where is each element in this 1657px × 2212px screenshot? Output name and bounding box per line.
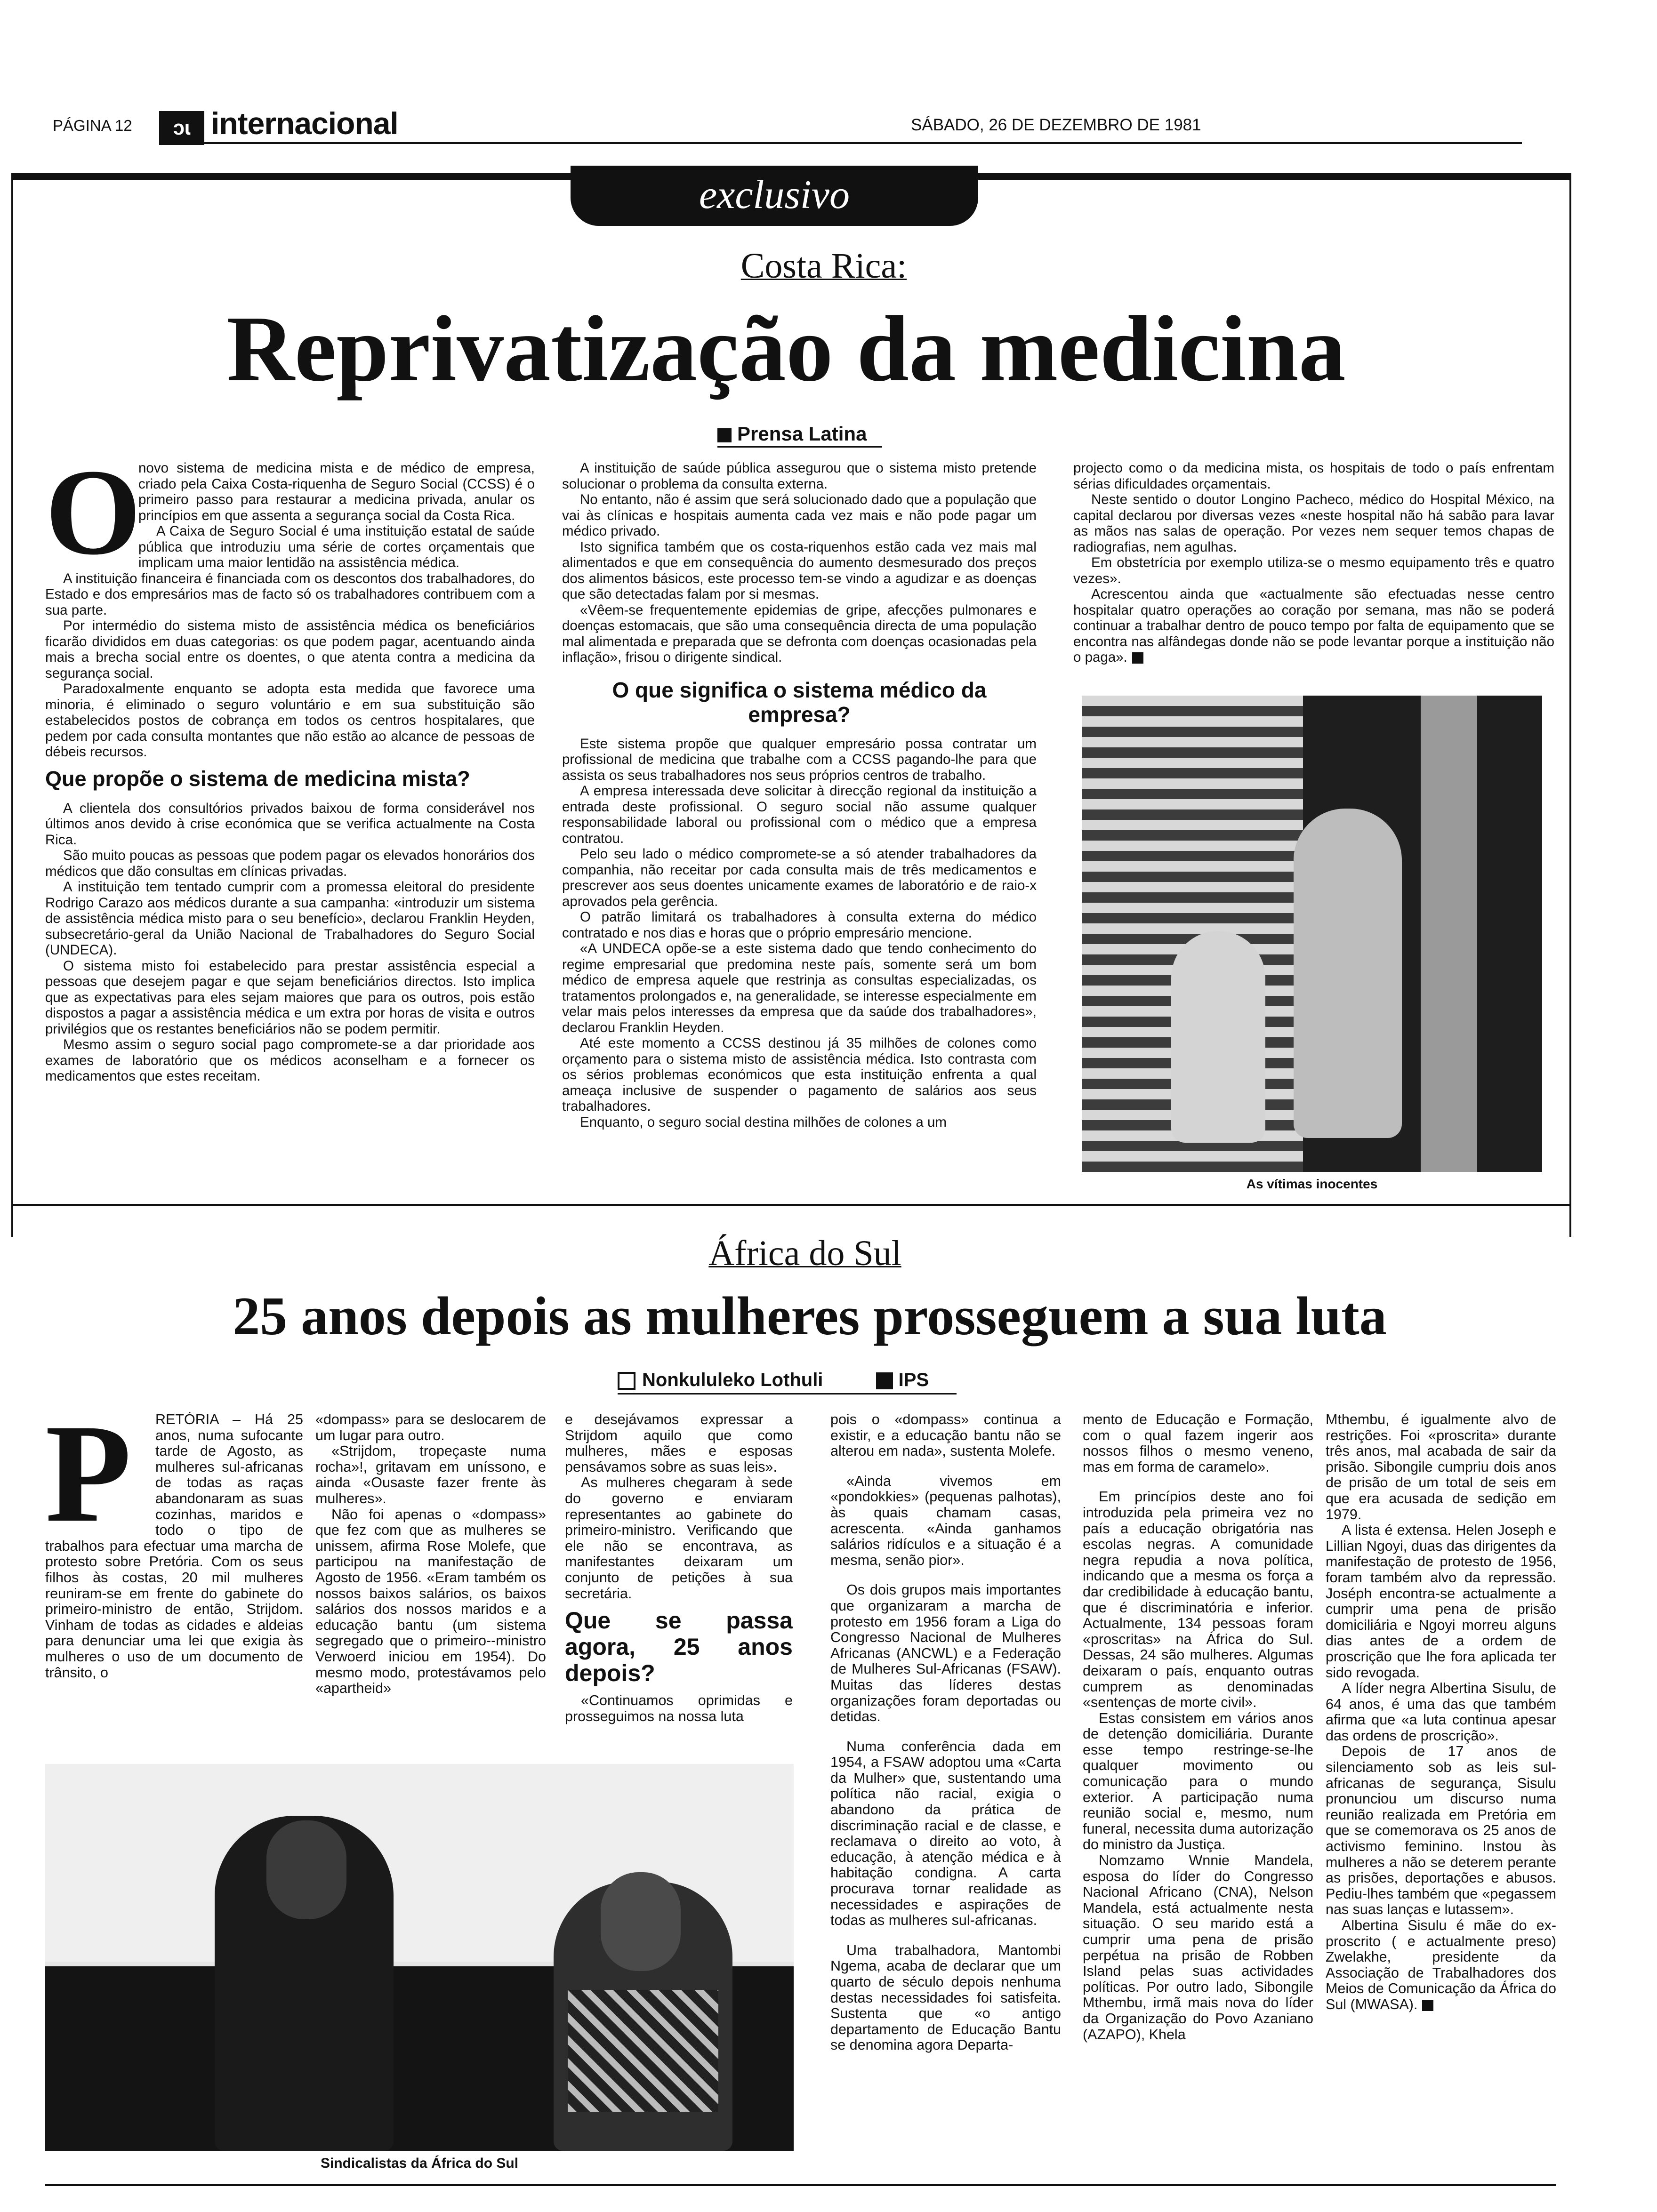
story1-c2b-p4: O patrão limitará os trabalhadores à consulta externa do médico contratado e nos dias e horas que o próprio empresário mencione. xyxy=(562,909,1037,941)
story1-c2b-p2: A empresa interessada deve solicitar à direcção regional da instituição a entrada deste profissional. O seguro social não assume qualquer responsabilidade laboral ou profissional com o médico que a empresa contratou. xyxy=(562,783,1037,846)
story2-c2-p2: «Strijdom, tropeçaste numa rocha»!, gritavam em uníssono, e ainda «Ousaste fazer frente às mulheres». xyxy=(315,1443,546,1507)
story1-c1-p4: Paradoxalmente enquanto se adopta esta medida que favorece uma minoria, é eliminado o seguro voluntário e em sua substituição são estabelecidos postos de cobrança em todos os centros hospitalares, que pedem por cada consulta montantes que não estão ao alcance de pessoas de débeis recursos. xyxy=(45,681,535,760)
story2-column-4 xyxy=(830,1412,1061,2170)
story1-c1b-p2: São muito poucas as pessoas que podem pagar os elevados honorários dos médicos que dão consultas em clínicas privadas. xyxy=(45,848,535,879)
story1-lead: novo sistema de medicina mista e de médico de empresa, criado pela Caixa Costa-riquenha de Seguro Social (CCSS) é o primeiro passo para restaurar a medicina privada, anular os princípios em que assenta a segurança social da Costa Rica. xyxy=(138,460,535,523)
story1-c1-p3: Por intermédio do sistema misto de assistência médica os beneficiários ficarão divididos em duas categorias: os que podem pagar, acentuando ainda mais a brecha social entre os doentes, o que atenta contra a medicina da segurança social. xyxy=(45,618,535,681)
photo-man-face xyxy=(266,1820,346,1919)
story1-c2b-p5: «A UNDECA opõe-se a este sistema dado que tendo conhecimento do regime empresarial que predomina neste país, somente será um bom médico de empresa aquele que restrinja as consultas especializadas, os tratamentos prolongados e, na generalidade, se interesse especialmente em velar mais pelos interesses da empresa que da saúde dos trabalhadores», declarou Franklin Heyden. xyxy=(562,941,1037,1035)
story1-byline xyxy=(717,423,867,445)
story2-c5-p1: mento de Educação e Formação, com o qual fazem ingerir aos nossos filhos o mesmo veneno, mas em forma de caramelo». xyxy=(1083,1412,1313,1475)
story1-c2b-p1: Este sistema propõe que qualquer empresário possa contratar um profissional de medicina que trabalhe com a CCSS pagando-lhe para que assista os seus trabalhadores nos seus próprios centros de trabalho. xyxy=(562,736,1037,783)
story2-c6-p5 xyxy=(1326,1918,1556,2013)
story2-headline: 25 anos depois as mulheres prosseguem a sua luta xyxy=(233,1286,1387,1346)
story2-c4-p2: «Ainda vivemos em «pondokkies» (pequenas palhotas), às quais chamam casas, acrescenta. «Ainda ganhamos salários ridículos e a situação é a mesma, senão pior». xyxy=(830,1473,1061,1568)
story2-c4-p4: Numa conferência dada em 1954, a FSAW adoptou uma «Carta da Mulher» que, sustentando uma política não racial, exigia o abandono da prática de discriminação racial e de classe, e reclamava o direito ao voto, à educação, à atenção médica e à habitação condigna. A carta procurava tornar realidade as necessidades e aspirações de todas as mulheres sul-africanas. xyxy=(830,1738,1061,1929)
story2-photo-caption: Sindicalistas da África do Sul xyxy=(320,2156,519,2171)
section-logo-mark: ɔɩ xyxy=(173,116,191,139)
story2-c4-p3: Os dois grupos mais importantes que organizaram a marcha de protesto em 1956 foram a Liga do Congresso Nacional de Mulheres Africanas (ANCWL) e a Federação de Mulheres Sul-Africanas (FSAW). Muitas das líderes destas organizações foram deportadas ou detidas. xyxy=(830,1582,1061,1725)
story2-c2-p1: «dompass» para se deslocarem de um lugar para outro. xyxy=(315,1412,546,1443)
byline-underline xyxy=(717,446,882,448)
photo-children-doorway xyxy=(1082,696,1542,1172)
story1-right-border xyxy=(1569,173,1571,1237)
author-square-icon xyxy=(618,1372,635,1390)
story1-top-border-right xyxy=(978,173,1571,180)
story1-c1-p2: A instituição financeira é financiada com os descontos dos trabalhadores, do Estado e dos empresários mas de facto só os trabalhadores contribuem com a sua parte. xyxy=(45,570,535,618)
story2-subhead: Que se passa agora, 25 anos depois? xyxy=(565,1607,793,1687)
story2-c3-p1: e desejávamos expressar a Strijdom aquilo que como mulheres, mães e esposas pensávamos sobre as suas leis». xyxy=(565,1412,793,1475)
story2-c5-p2: Em princípios deste ano foi introduzida pela primeira vez no país a educação obrigatória nas escolas negras. A comunidade negra repudia a nova política, indicando que a mesma os força a dar credibilidade à educação bantu, que é discriminatória e inferior. Actualmente, 134 pessoas foram «proscritas» na África do Sul. Dessas, 24 são mulheres. Algumas deixaram o país, enquanto outras cumprem as denominadas «sentenças de morte civil». xyxy=(1083,1489,1313,1711)
story2-c4-p5: Uma trabalhadora, Mantombi Ngema, acaba de declarar que um quarto de século depois nenhuma destas necessidades foi satisfeita. Sustenta que «o antigo departamento de Educação Bantu se denomina agora Departa- xyxy=(830,1942,1061,2053)
story2-lead: RETÓRIA – Há 25 anos, numa sufocante tarde de Agosto, as mulheres sul-africanas de todas as raças abandonaram as suas cozinhas, maridos e todo o tipo de trabalhos para efectuar uma marcha de protesto sobre Pretória. Com os seus filhos às costas, 20 mil mulheres reuniram-se em frente do gabinete do primeiro-ministro de então, Strijdom. Vinham de todas as cidades e aldeias para denunciar uma lei que exigia às mulheres o uso de um documento de trânsito, o xyxy=(45,1412,303,1681)
story1-column-1 xyxy=(45,460,535,1199)
photo-child-small xyxy=(1171,931,1265,1143)
page-bottom-rule xyxy=(45,2184,1556,2186)
story1-headline: Reprivatização da medicina xyxy=(226,297,1346,401)
header-rule xyxy=(159,142,1522,144)
story1-c3-p3: Em obstetrícia por exemplo utiliza-se o mesmo equipamento três e quatro vezes». xyxy=(1073,555,1554,586)
story1-top-border xyxy=(11,173,571,180)
story2-c3-p2: As mulheres chegaram à sede do governo e enviaram representantes ao gabinete do primeiro-ministro. Verificando que ele não se encontrava, as manifestantes deixaram um conjunto de petições à sua secretária. xyxy=(565,1475,793,1602)
story1-c1b-p3: A instituição tem tentado cumprir com a promessa eleitoral do presidente Rodrigo Carazo aos médicos durante a sua campanha: «introduzir um sistema de assistência médica misto para o seu benefício», declarou Franklin Heyden, subsecretário-geral da União Nacional de Trabalhadores do Seguro Social (UNDECA). xyxy=(45,879,535,958)
story1-kicker: Costa Rica: xyxy=(740,246,907,286)
story2-column-3 xyxy=(565,1412,793,1751)
story1-c2-p1: A instituição de saúde pública assegurou que o sistema misto pretende solucionar o problema da consulta externa. xyxy=(562,460,1037,492)
story1-left-border xyxy=(11,173,13,1237)
story2-column-6 xyxy=(1326,1412,1556,2170)
story2-kicker: África do Sul xyxy=(708,1234,901,1273)
story1-c3-p1: projecto como o da medicina mista, os hospitais de todo o país enfrentam sérias dificuldades orçamentais. xyxy=(1073,460,1554,492)
story1-column-3 xyxy=(1073,460,1554,681)
story1-bottom-rule xyxy=(11,1204,1571,1206)
story1-c1b-p1: A clientela dos consultórios privados baixou de forma considerável nos últimos anos devido à crise económica que se verifica actualmente na Costa Rica. xyxy=(45,800,535,848)
story2-c6-p5-text: Albertina Sisulu é mãe do ex-proscrito ( e actualmente preso) Zwelakhe, presidente da Associação de Trabalhadores dos Meios de Comunicação da África do Sul (MWASA). xyxy=(1326,1917,1556,2012)
story1-c2b-p7: Enquanto, o seguro social destina milhões de colones a um xyxy=(580,1114,947,1130)
photo-trade-unionists xyxy=(45,1764,794,2151)
story2-c4-p1: pois o «dompass» continua a existir, e a educação bantu não se alterou em nada», sustenta Molefe. xyxy=(830,1412,1061,1459)
story1-subhead-2: O que significa o sistema médico da empresa? xyxy=(612,677,987,727)
page-date: SÁBADO, 26 DE DEZEMBRO DE 1981 xyxy=(911,116,1201,134)
story2-c5-p4: Nomzamo Wnnie Mandela, esposa do líder do Congresso Nacional Africano (CNA), Nelson Mandela, está actualmente nesta situação. O seu marido está a cumprir uma pena de prisão perpétua na prisão de Robben Island pelas suas actividades políticas. Por outro lado, Sibongile Mthembu, irmã mais nova do líder da Organização do Povo Azaniano (AZAPO), Khela xyxy=(1083,1852,1313,2043)
story1-photo-caption: As vítimas inocentes xyxy=(1246,1177,1378,1191)
story2-c6-p3: A líder negra Albertina Sisulu, de 64 anos, é uma das que também afirma que «a luta continua apesar das ordens de proscrição». xyxy=(1326,1680,1556,1744)
story1-column-2 xyxy=(562,460,1037,1199)
story2-byline-underline xyxy=(618,1393,957,1395)
story1-c1b-p5: Mesmo assim o seguro social pago compromete-se a dar prioridade aos exames de laboratório que os médicos aconselham e a fornecer os medicamentos que estes receitam. xyxy=(45,1037,535,1084)
story1-c2-p3: Isto significa também que os costa-riquenhos estão cada vez mais mal alimentados e que em consequência do aumento desmesurado dos preços dos alimentos básicos, este processo tem-se vindo a agudizar e as doenças que são detectadas falam por si mesmas. xyxy=(562,539,1037,602)
exclusivo-badge xyxy=(571,166,978,226)
story1-c3-p4-text: Acrescentou ainda que «actualmente são efectuadas nesse centro hospitalar quatro operações ao coração por semana, mas não se poderá continuar a trabalhar dentro de pouco tempo por falta de equipamento que se encontra nas alfândegas donde não se pode levantar porque a instituição não o paga». xyxy=(1073,586,1554,665)
section-logo-icon xyxy=(159,111,204,145)
agency-square-icon xyxy=(876,1372,893,1389)
story2-agency: IPS xyxy=(898,1370,929,1390)
story1-c2b-p3: Pelo seu lado o médico compromete-se a só atender trabalhadores da companhia, não receitar por cada consulta mais de três medicamentos e prescrever aos seus doentes unicamente exames de laboratório e de raio-x aprovados pela gerência. xyxy=(562,846,1037,909)
story2-c6-p2: A lista é extensa. Helen Joseph e Lillian Ngoyi, duas das dirigentes da manifestação de protesto de 1956, foram também alvo da repressão. Joséph encontra-se actualmente a cumprir uma pena de prisão domiciliária e Ngoyi morreu alguns dias antes de a ordem de proscrição que lhe fora aplicada ter sido revogada. xyxy=(1326,1522,1556,1681)
story2-c3b-p1: «Continuamos oprimidas e prosseguimos na nossa luta xyxy=(565,1692,793,1724)
story1-c3-p2: Neste sentido o doutor Longino Pacheco, médico do Hospital México, na capital declarou por diversas vezes «neste hospital não há sabão para lavar as mãos nas salas de operação. Por vezes nem sequer temos chapas de radiografias, nem agulhas. xyxy=(1073,492,1554,555)
story2-column-5 xyxy=(1083,1412,1313,2170)
story2-c6-p1: Mthembu, é igualmente alvo de restrições. Foi «proscrita» durante três anos, mal acabada de sair da prisão. Sibongile cumpriu dois anos de prisão de um total de seis em que era acusada de sedição em 1979. xyxy=(1326,1412,1556,1523)
story2-end-mark-icon xyxy=(1422,2000,1433,2011)
story2-c5-p3: Estas consistem em vários anos de detenção domiciliária. Durante esse tempo restringe-se-lhe qualquer movimento ou comunicação para o mundo exterior. A participação numa reunião social e, mesmo, num funeral, necessita duma autorização do ministro da Justiça. xyxy=(1083,1710,1313,1853)
section-title: internacional xyxy=(211,106,398,141)
story1-c2b-p6: Até este momento a CCSS destinou já 35 milhões de colones como orçamento para o sistema misto de assistência médica. Isto contrasta com os sérios problemas económicos que esta instituição enfrenta a qual ameaça inclusive de suspender o pagamento de salários aos seus trabalhadores. xyxy=(562,1035,1037,1114)
story1-c2-p4: «Vêem-se frequentemente epidemias de gripe, afecções pulmonares e doenças estomacais, que são uma consequência directa de uma população mal alimentada e preparada que se defronta com doenças ocasionadas pela inflação», frisou o dirigente sindical. xyxy=(562,602,1037,665)
story2-column-2 xyxy=(315,1412,546,1755)
story1-drop-cap: O xyxy=(45,460,141,580)
story2-byline xyxy=(618,1370,929,1391)
photo-woman-face xyxy=(601,1872,681,1971)
story1-c3-p4 xyxy=(1073,586,1554,665)
exclusivo-label: exclusivo xyxy=(699,172,850,217)
story2-column-1 xyxy=(45,1412,303,1755)
story2-author: Nonkululeko Lothuli xyxy=(642,1370,823,1390)
story1-c1b-p4: O sistema misto foi estabelecido para prestar assistência especial a pessoas que desejem pagar e que sejam beneficiários directos. Isto implica que as expectativas para eles sejam maiores que para os outros, pois estão dispostos a pagar a assistência médica e um extra por horas de visita e outros privilégios que os restantes beneficiários não se podem permitir. xyxy=(45,958,535,1037)
page-number: PÁGINA 12 xyxy=(53,117,132,134)
photo-child-standing xyxy=(1294,809,1402,1138)
story2-c6-p4: Depois de 17 anos de silenciamento sob as leis sul-africanas de segurança, Sisulu pronunciou um discurso numa reunião realizada em Pretória em que se comemorava os 25 anos de activismo feminino. Instou às mulheres a não se deterem perante as prisões, deportações e abusos. Pediu-lhes também que «pegassem nas suas lanças e lutassem». xyxy=(1326,1743,1556,1918)
end-mark-icon xyxy=(1132,652,1143,664)
byline-square-icon xyxy=(717,428,732,442)
story1-c2-p2: No entanto, não é assim que será solucionado dado que a população que vai às clínicas e hospitais aumenta cada vez mais e não pode pagar um médico privado. xyxy=(562,492,1037,539)
story2-c2-p3: Não foi apenas o «dompass» que fez com que as mulheres se unissem, afirma Rose Molefe, que participou na manifestação de Agosto de 1956. «Eram também os nossos baixos salários, os baixos salários dos nossos maridos e a educação bantu (um sistema segregado que o primeiro--ministro Verwoerd iniciou em 1954). Do mesmo modo, protestávamos pelo «apartheid» xyxy=(315,1506,546,1697)
story1-c1-p1: A Caixa de Seguro Social é uma instituição estatal de saúde pública que introduziu uma série de cortes orçamentais que implicam uma maior lentidão na assistência médica. xyxy=(138,523,535,570)
byline-agency: Prensa Latina xyxy=(737,423,867,445)
story2-drop-cap: P xyxy=(45,1412,132,1551)
story1-subhead-1: Que propõe o sistema de medicina mista? xyxy=(45,766,470,791)
photo-woman-dress-pattern xyxy=(568,1990,718,2112)
photo-door-light xyxy=(1421,696,1477,1172)
